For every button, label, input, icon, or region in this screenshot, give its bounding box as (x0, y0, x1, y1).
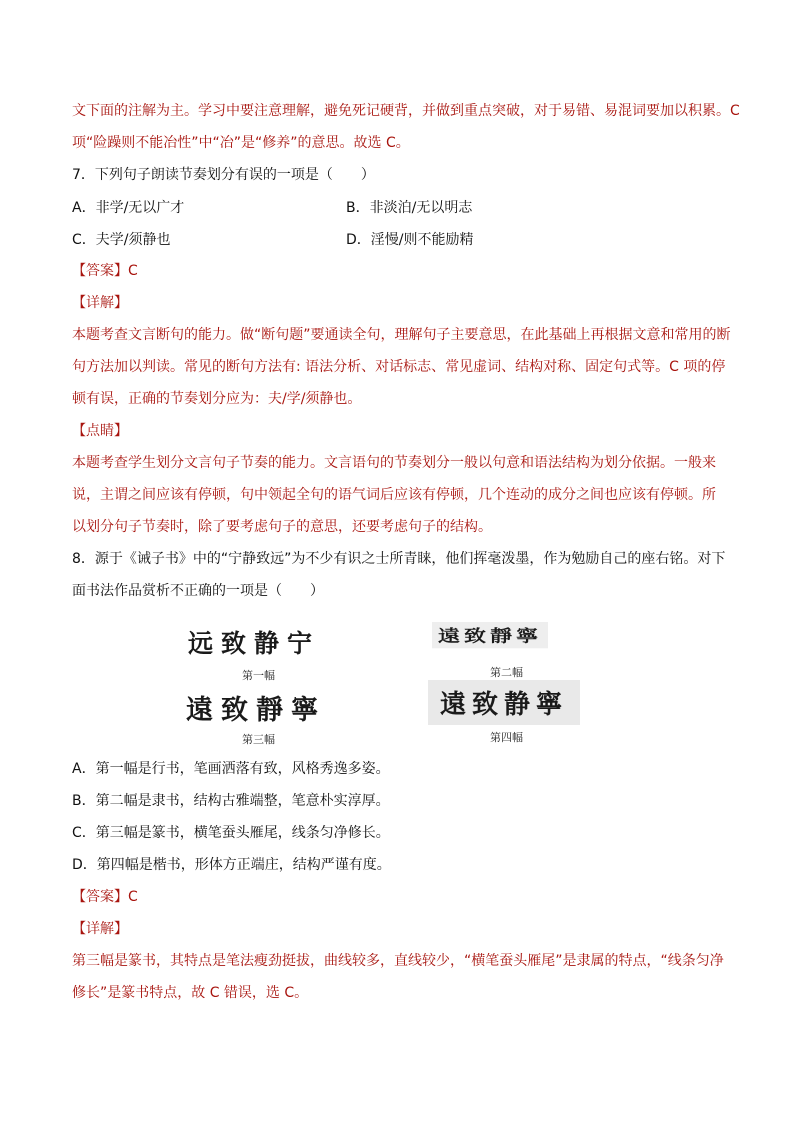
q8-detail-line-1: 第三幅是篆书，其特点是笔法瘦劲挺拔，曲线较多，直线较少，“横笔蚕头雁尾”是隶属的特点，“线条匀净 (72, 953, 724, 969)
intro-line-1: 文下面的注解为主。学习中要注意理解，避免死记硬背，并做到重点突破，对于易错、易混词要加以积累。C (72, 103, 740, 119)
q7-detail-line-2: 句方法加以判读。常见的断句方法有: 语法分析、对话标志、常见虚词、结构对称、固定句式等。C 项的停 (72, 359, 726, 375)
q8-option-d: D．第四幅是楷书，形体方正端庄，结构严谨有度。 (72, 857, 391, 873)
q8-detail-line-2: 修长”是篆书特点，故 C 错误，选 C。 (72, 985, 309, 1001)
q7-option-a: A．非学/无以广才 (72, 200, 185, 216)
intro-line-2: 项“险躁则不能冶性”中“冶”是“修养”的意思。故选 C。 (72, 135, 410, 151)
calligraphy-work-3: 遠致靜寧 (186, 695, 326, 726)
work-3-caption: 第三幅 (242, 733, 275, 746)
work-4-caption: 第四幅 (490, 731, 523, 744)
q7-option-d: D．淫慢/则不能励精 (346, 232, 474, 248)
answer-value: C (128, 889, 138, 905)
q8-detail-tag: 【详解】 (72, 921, 128, 937)
q8-option-a: A．第一幅是行书，笔画洒落有致，风格秀逸多姿。 (72, 761, 390, 777)
q7-point-line-3: 以划分句子节奏时，除了要考虑句子的意思，还要考虑句子的结构。 (72, 519, 492, 535)
q7-point-line-2: 说，主谓之间应该有停顿，句中领起全句的语气词后应该有停顿，几个连动的成分之间也应该有停顿。所 (72, 487, 716, 503)
q7-stem: 7．下列句子朗读节奏划分有误的一项是（ ） (72, 167, 375, 183)
q8-answer (72, 887, 138, 907)
q7-point-line-1: 本题考查学生划分文言句子节奏的能力。文言语句的节奏划分一般以句意和语法结构为划分依据。一般来 (72, 455, 716, 471)
answer-value: C (128, 263, 138, 279)
calligraphy-work-4: 遠致静寧 (428, 680, 580, 725)
q7-option-c: C．夫学/须静也 (72, 232, 171, 248)
q7-answer (72, 261, 138, 281)
work-1-caption: 第一幅 (242, 669, 275, 682)
q7-option-b: B．非淡泊/无以明志 (346, 200, 473, 216)
answer-tag: 【答案】 (72, 263, 128, 279)
calligraphy-work-2: 遠致靜寧 (432, 622, 548, 648)
q7-detail-line-1: 本题考查文言断句的能力。做“断句题”要通读全句，理解句子主要意思，在此基础上再根据文意和常用的断 (72, 327, 731, 343)
q8-stem-line-2: 面书法作品赏析不正确的一项是（ ） (72, 583, 324, 599)
q8-option-b: B．第二幅是隶书，结构古雅端整，笔意朴实淳厚。 (72, 793, 390, 809)
calligraphy-work-1: 远致静宁 (188, 629, 321, 658)
work-2-caption: 第二幅 (490, 666, 523, 679)
answer-tag: 【答案】 (72, 889, 128, 905)
q7-detail-line-3: 顿有误，正确的节奏划分应为：夫/学/须静也。 (72, 391, 362, 407)
q7-point-tag: 【点睛】 (72, 423, 128, 439)
q8-stem-line-1: 8．源于《诫子书》中的“宁静致远”为不少有识之士所青睐，他们挥毫泼墨，作为勉励自己的座右铭。对下 (72, 551, 726, 567)
q8-option-c: C．第三幅是篆书，横笔蚕头雁尾，线条匀净修长。 (72, 825, 390, 841)
q7-detail-tag: 【详解】 (72, 295, 128, 311)
